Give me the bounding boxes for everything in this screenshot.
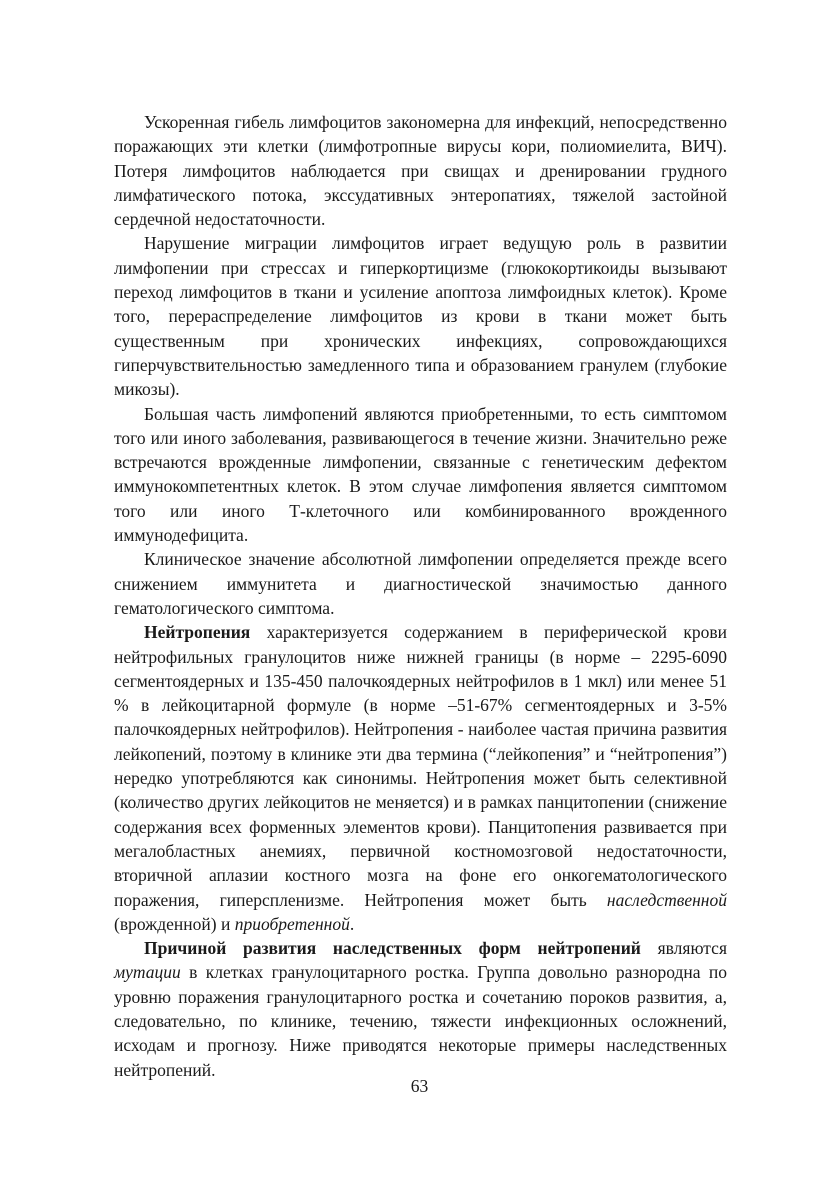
hereditary-text-1: являются — [640, 938, 727, 959]
body-text — [114, 110, 727, 1082]
term-mutations: мутации — [114, 962, 181, 983]
paragraph-hereditary-forms — [114, 936, 727, 1082]
paragraph-acquired-lymphopenia: Большая часть лимфопений являются приобретенными, то есть симптомом того или иного заболевания, развивающегося в течение жизни. Значительно реже встречаются врожденные лимфопении, связанные с генетическим дефектом иммунокомпетентных клеток. В этом случае лимфопения является симптомом того или иного Т-клеточного или комбинированного врожденного иммунодефицита. — [114, 403, 727, 546]
term-hereditary: наследственной — [606, 889, 727, 910]
neutropenia-text: характеризуется содержанием в периферической крови нейтрофильных гранулоцитов ниже нижней границы (в норме – 2295-6090 сегментоядерных и 135-450 палочкоядерных нейтрофилов в 1 мкл) или менее 51 % в лейкоцитарной формуле (в норме –51-67% сегментоядерных и 3-5% палочкоядерных нейтрофилов). Нейтропения - наиболее частая причина развития лейкопений, поэтому в клинике эти два термина (“лейкопения” и “нейтропения”) нередко употребляются как синонимы. Нейтропения может быть селективной (количество других лейкоцитов не меняется) и в рамках панцитопении (снижение содержания всех форменных элементов крови). Панцитопения развивается при мегалобластных анемиях, первичной костномозговой недостаточности, вторичной аплазии костного мозга на фоне его онкогематологического поражения, гиперспленизме. Нейтропения может быть — [114, 622, 727, 910]
term-neutropenia: Нейтропения — [144, 622, 251, 643]
paragraph-neutropenia — [114, 620, 727, 936]
term-acquired: приобретенной — [234, 913, 350, 934]
heading-hereditary-causes: Причиной развития наследственных форм нейтропений — [144, 938, 641, 959]
neutropenia-text-end: . — [349, 913, 355, 934]
page-number: 63 — [410, 1076, 429, 1096]
hereditary-text-2: в клетках гранулоцитарного ростка. Группа довольно разнородна по уровню поражения гранулоцитарного ростка и сочетанию пороков развития, а, следовательно, по клинике, течению, тяжести инфекционных осложнений, исходам и прогнозу. Ниже приводятся некоторые примеры наследственных нейтропений. — [114, 962, 727, 1080]
neutropenia-text-mid: (врожденной) и — [114, 913, 235, 934]
paragraph-clinical-significance: Клиническое значение абсолютной лимфопении определяется прежде всего снижением иммунитета и диагностической значимостью данного гематологического симптома. — [114, 549, 727, 618]
paragraph-lymphocyte-death: Ускоренная гибель лимфоцитов закономерна для инфекций, непосредственно поражающих эти клетки (лимфотропные вирусы кори, полиомиелита, ВИЧ). Потеря лимфоцитов наблюдается при свищах и дренировании грудного лимфатического потока, экссудативных энтеропатиях, тяжелой застойной сердечной недостаточности. — [114, 112, 727, 230]
paragraph-lymphocyte-migration: Нарушение миграции лимфоцитов играет ведущую роль в развитии лимфопении при стрессах и гиперкортицизме (глюкокортикоиды вызывают переход лимфоцитов в ткани и усиление апоптоза лимфоидных клеток). Кроме того, перераспределение лимфоцитов из крови в ткани может быть существенным при хронических инфекциях, сопровождающихся гиперчувствительностью замедленного типа и образованием гранулем (глубокие микозы). — [114, 233, 727, 400]
